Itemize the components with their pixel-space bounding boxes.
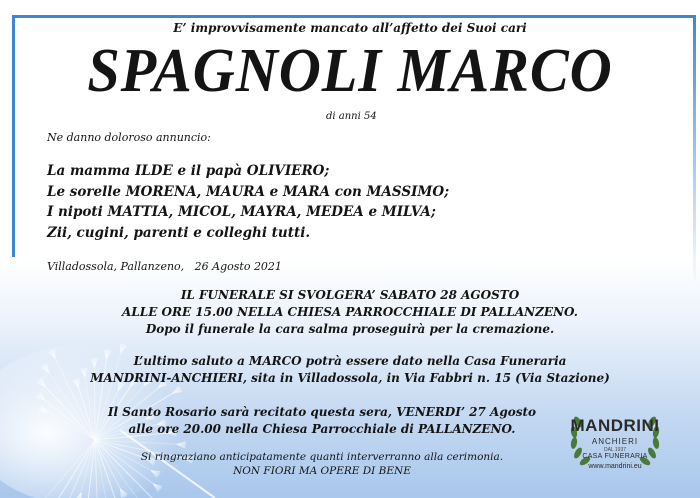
relative-line: La mamma ILDE e il papà OLIVIERO; xyxy=(47,163,330,179)
rosary-line: alle ore 20.00 nella Chiesa Parrocchiale di PALLANZENO. xyxy=(128,422,516,436)
rosary-line: Il Santo Rosario sarà recitato questa sera, VENERDI’ 27 Agosto xyxy=(107,405,537,419)
relatives-list xyxy=(47,161,449,243)
funeral-line: ALLE ORE 15.00 NELLA CHIESA PARROCCHIALE DI PALLANZENO. xyxy=(122,305,578,319)
place-date: Villadossola, Pallanzeno, 26 Agosto 2021 xyxy=(47,260,282,273)
age-line: di anni 54 xyxy=(326,111,377,122)
logo-website: www.mandrini.eu xyxy=(588,463,642,470)
deceased-name: SPAGNOLI MARCO xyxy=(87,37,613,105)
farewell-line: MANDRINI-ANCHIERI, sita in Villadossola, in Via Fabbri n. 15 (Via Stazione) xyxy=(90,371,610,385)
announce-line: Ne danno doloroso annuncio: xyxy=(47,131,211,144)
logo-type: CASA FUNERARIA xyxy=(582,453,648,460)
logo-brand: MANDRINI xyxy=(570,416,660,435)
frame-left-line xyxy=(12,15,15,257)
funeral-home-logo xyxy=(566,408,664,474)
funeral-line: Dopo il funerale la cara salma proseguirà per la cremazione. xyxy=(145,322,555,336)
farewell-line: L’ultimo saluto a MARCO potrà essere dato nella Casa Funeraria xyxy=(133,354,567,368)
relative-line: Le sorelle MORENA, MAURA e MARA con MASSIMO; xyxy=(47,183,450,200)
thanks-line: NON FIORI MA OPERE DI BENE xyxy=(233,465,411,477)
frame-top-line xyxy=(12,15,694,18)
relative-line: I nipoti MATTIA, MICOL, MAYRA, MEDEA e MILVA; xyxy=(47,204,436,220)
relative-line: Zii, cugini, parenti e colleghi tutti. xyxy=(47,224,311,241)
logo-subtitle: ANCHIERI xyxy=(591,437,639,446)
funeral-block xyxy=(0,287,700,338)
intro-line: E’ improvvisamente mancato all’affetto dei Suoi cari xyxy=(173,21,527,35)
frame-right-line xyxy=(693,15,696,285)
funeral-line: IL FUNERALE SI SVOLGERA’ SABATO 28 AGOSTO xyxy=(180,288,520,302)
farewell-block xyxy=(0,353,700,387)
thanks-line: Si ringraziano anticipatamente quanti interverranno alla cerimonia. xyxy=(140,451,504,463)
logo-year: DAL 1937 xyxy=(603,447,627,453)
